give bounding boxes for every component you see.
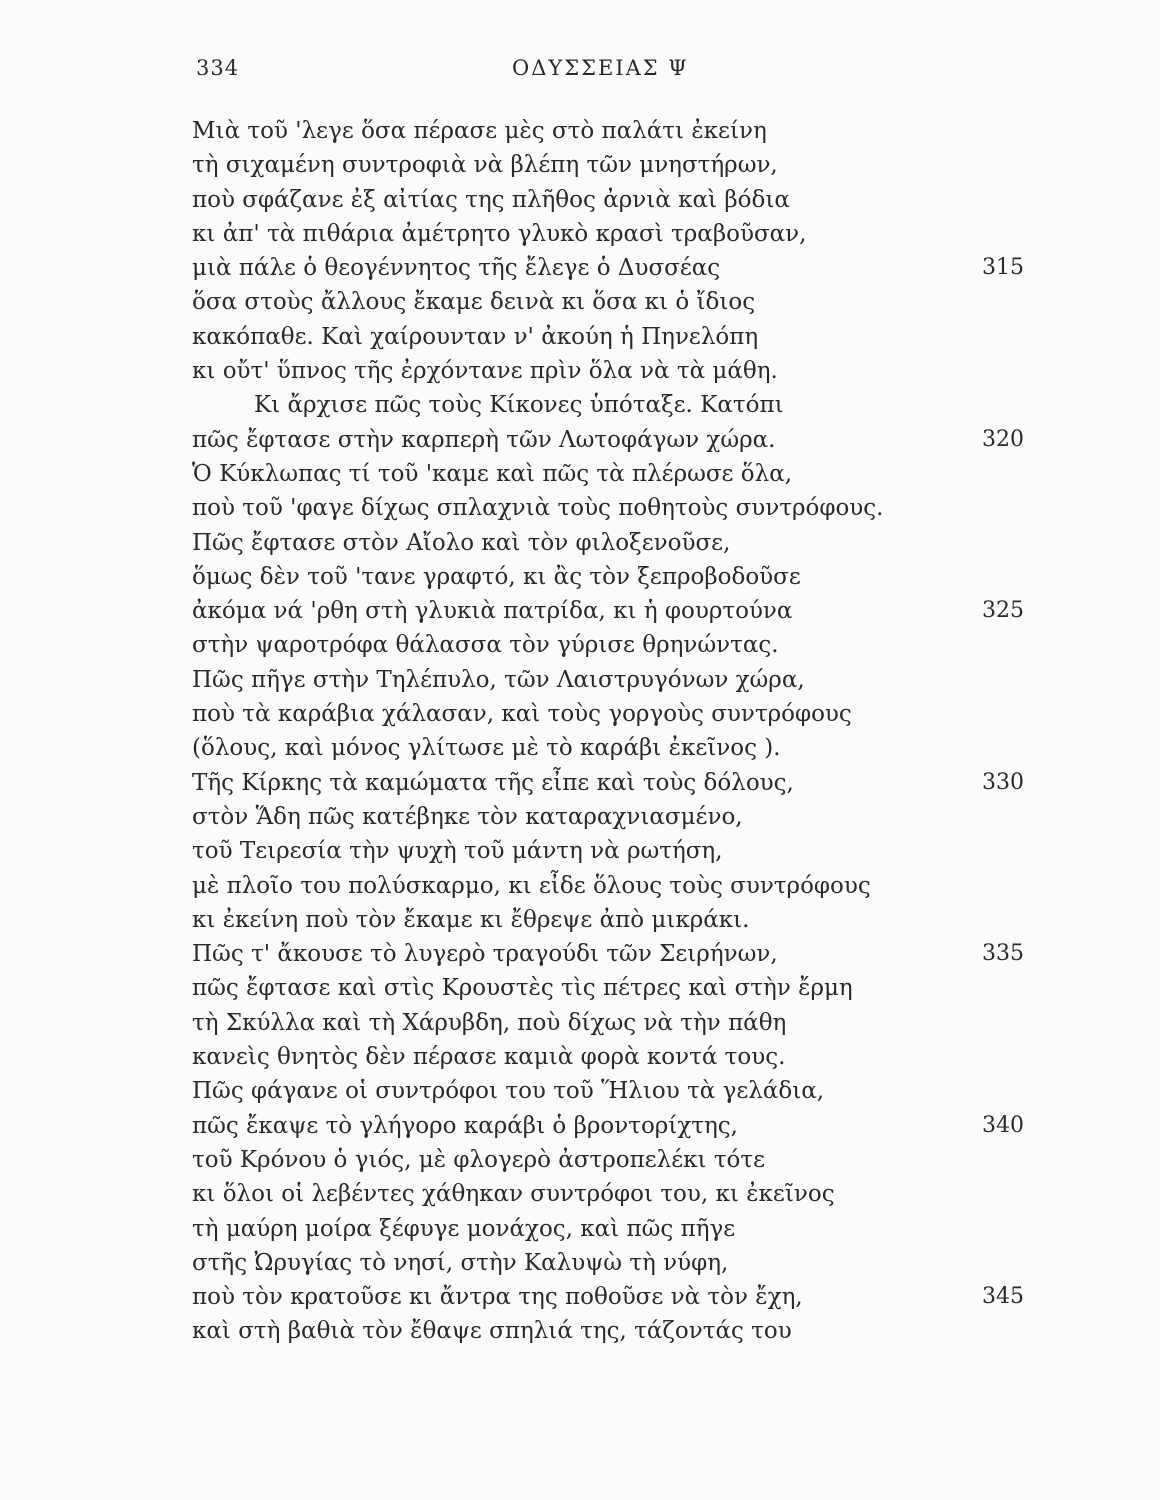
verse-line: [192, 354, 1052, 388]
verse-line: [192, 457, 1052, 491]
line-number: 325: [982, 598, 1024, 624]
verse-line: [192, 183, 1052, 217]
verse-line: [192, 663, 1052, 697]
line-number: 340: [982, 1112, 1024, 1138]
verse-text: πῶς ἔκαψε τὸ γλήγορο καράβι ὁ βροντορίχτης,: [192, 1112, 738, 1139]
verse-line: [192, 1280, 1052, 1314]
verse-text: κακόπαθε. Καὶ χαίρουνταν ν' ἀκούη ἡ Πηνελόπη: [192, 323, 759, 350]
verse-line: [192, 491, 1052, 525]
verse-text: καὶ στὴ βαθιὰ τὸν ἔθαψε σπηλιά της, τάζοντάς του: [192, 1318, 792, 1345]
verse-text: κανεὶς θνητὸς δὲν πέρασε καμιὰ φορὰ κοντά τους.: [192, 1044, 786, 1071]
line-number: 320: [982, 426, 1024, 452]
verse-text: τὴ Σκύλλα καὶ τὴ Χάρυβδη, ποὺ δίχως νὰ τὴν πάθη: [192, 1009, 787, 1036]
verse-line: [192, 937, 1052, 971]
verse-text: ποὺ τοῦ 'φαγε δίχως σπλαχνιὰ τοὺς ποθητοὺς συντρόφους.: [192, 495, 884, 522]
verse-text: κι ὅλοι οἱ λεβέντες χάθηκαν συντρόφοι του, κι ἐκεῖνος: [192, 1181, 835, 1208]
verse-line: [192, 1006, 1052, 1040]
verse-line: [192, 285, 1052, 319]
verse-line: [192, 1314, 1052, 1348]
verse-text: ποὺ σφάζανε ἐξ αἰτίας της πλῆθος ἀρνιὰ καὶ βόδια: [192, 186, 790, 213]
verse-text: κι ἐκείνη ποὺ τὸν ἔκαμε κι ἔθρεψε ἀπὸ μικράκι.: [192, 906, 750, 933]
verse-line: [192, 1074, 1052, 1108]
poem-text: [192, 114, 1052, 1349]
running-title: ΟΔΥΣΣΕΙΑΣ Ψ: [512, 56, 689, 80]
verse-text: ποὺ τὸν κρατοῦσε κι ἄντρα της ποθοῦσε νὰ τὸν ἔχη,: [192, 1284, 803, 1311]
verse-line: [192, 800, 1052, 834]
verse-text: τοῦ Κρόνου ὁ γιός, μὲ φλογερὸ ἀστροπελέκι τότε: [192, 1146, 766, 1173]
verse-text: κι ἀπ' τὰ πιθάρια ἀμέτρητο γλυκὸ κρασὶ τραβοῦσαν,: [192, 220, 807, 247]
verse-text: Πῶς πῆγε στὴν Τηλέπυλο, τῶν Λαιστρυγόνων χώρα,: [192, 666, 805, 693]
verse-text: τὴ μαύρη μοίρα ξέφυγε μονάχος, καὶ πῶς πῆγε: [192, 1215, 736, 1242]
verse-text: μιὰ πάλε ὁ θεογέννητος τῆς ἔλεγε ὁ Δυσσέας: [192, 255, 721, 282]
verse-line: [192, 697, 1052, 731]
verse-text: πῶς ἔφτασε καὶ στὶς Κρουστὲς τὶς πέτρες καὶ στὴν ἔρμη: [192, 975, 853, 1002]
verse-line: [192, 251, 1052, 285]
verse-line: [192, 560, 1052, 594]
page-header: [0, 56, 1160, 92]
verse-line: [192, 971, 1052, 1005]
verse-text: ὅμως δὲν τοῦ 'τανε γραφτό, κι ἂς τὸν ξεπροβοδοῦσε: [192, 563, 801, 590]
verse-text: Κι ἄρχισε πῶς τοὺς Κίκονες ὑπόταξε. Κατόπι: [254, 392, 784, 419]
line-number: 315: [982, 255, 1024, 281]
verse-text: Τῆς Κίρκης τὰ καμώματα τῆς εἶπε καὶ τοὺς δόλους,: [192, 769, 794, 796]
verse-line: [192, 731, 1052, 765]
verse-line: [192, 217, 1052, 251]
verse-text: ποὺ τὰ καράβια χάλασαν, καὶ τοὺς γοργοὺς συντρόφους: [192, 701, 852, 728]
verse-line: [192, 423, 1052, 457]
verse-text: στὸν Ἅδη πῶς κατέβηκε τὸν καταραχνιασμένο,: [192, 803, 743, 830]
verse-text: μὲ πλοῖο του πολύσκαρμο, κι εἶδε ὅλους τοὺς συντρόφους: [192, 872, 871, 899]
verse-line: [192, 766, 1052, 800]
verse-line: [192, 526, 1052, 560]
verse-line: [192, 1109, 1052, 1143]
verse-text: Πῶς τ' ἄκουσε τὸ λυγερὸ τραγούδι τῶν Σειρήνων,: [192, 941, 778, 968]
verse-text: ὅσα στοὺς ἄλλους ἔκαμε δεινὰ κι ὅσα κι ὁ ἴδιος: [192, 289, 756, 316]
verse-line: [192, 903, 1052, 937]
verse-line: [192, 148, 1052, 182]
verse-text: τοῦ Τειρεσία τὴν ψυχὴ τοῦ μάντη νὰ ρωτήση,: [192, 838, 723, 865]
line-number: 335: [982, 941, 1024, 967]
verse-line: [192, 388, 1052, 422]
verse-text: τὴ σιχαμένη συντροφιὰ νὰ βλέπη τῶν μνηστήρων,: [192, 152, 778, 179]
verse-text: στῆς Ὠρυγίας τὸ νησί, στὴν Καλυψὼ τὴ νύφη,: [192, 1249, 729, 1276]
verse-line: [192, 320, 1052, 354]
verse-line: [192, 834, 1052, 868]
verse-text: (ὅλους, καὶ μόνος γλίτωσε μὲ τὸ καράβι ἐκεῖνος ).: [192, 735, 781, 762]
verse-line: [192, 1212, 1052, 1246]
verse-text: Ὁ Κύκλωπας τί τοῦ 'καμε καὶ πῶς τὰ πλέρωσε ὅλα,: [192, 460, 793, 487]
line-number: 345: [982, 1284, 1024, 1310]
verse-line: [192, 1177, 1052, 1211]
verse-text: στὴν ψαροτρόφα θάλασσα τὸν γύρισε θρηνώντας.: [192, 632, 779, 659]
verse-line: [192, 1246, 1052, 1280]
verse-text: Πῶς φάγανε οἱ συντρόφοι του τοῦ Ἥλιου τὰ γελάδια,: [192, 1078, 825, 1105]
verse-line: [192, 1040, 1052, 1074]
verse-line: [192, 628, 1052, 662]
page-number: 334: [196, 56, 240, 80]
verse-text: πῶς ἔφτασε στὴν καρπερὴ τῶν Λωτοφάγων χώρα.: [192, 426, 776, 453]
verse-line: [192, 114, 1052, 148]
verse-text: Πῶς ἔφτασε στὸν Αἴολο καὶ τὸν φιλοξενοῦσε,: [192, 529, 731, 556]
verse-text: κι οὔτ' ὕπνος τῆς ἐρχόντανε πρὶν ὅλα νὰ τὰ μάθη.: [192, 358, 778, 385]
verse-line: [192, 869, 1052, 903]
verse-line: [192, 594, 1052, 628]
verse-text: Μιὰ τοῦ 'λεγε ὅσα πέρασε μὲς στὸ παλάτι ἐκείνη: [192, 118, 767, 144]
verse-line: [192, 1143, 1052, 1177]
verse-text: ἀκόμα νά 'ρθη στὴ γλυκιὰ πατρίδα, κι ἡ φουρτούνα: [192, 598, 793, 625]
line-number: 330: [982, 769, 1024, 795]
